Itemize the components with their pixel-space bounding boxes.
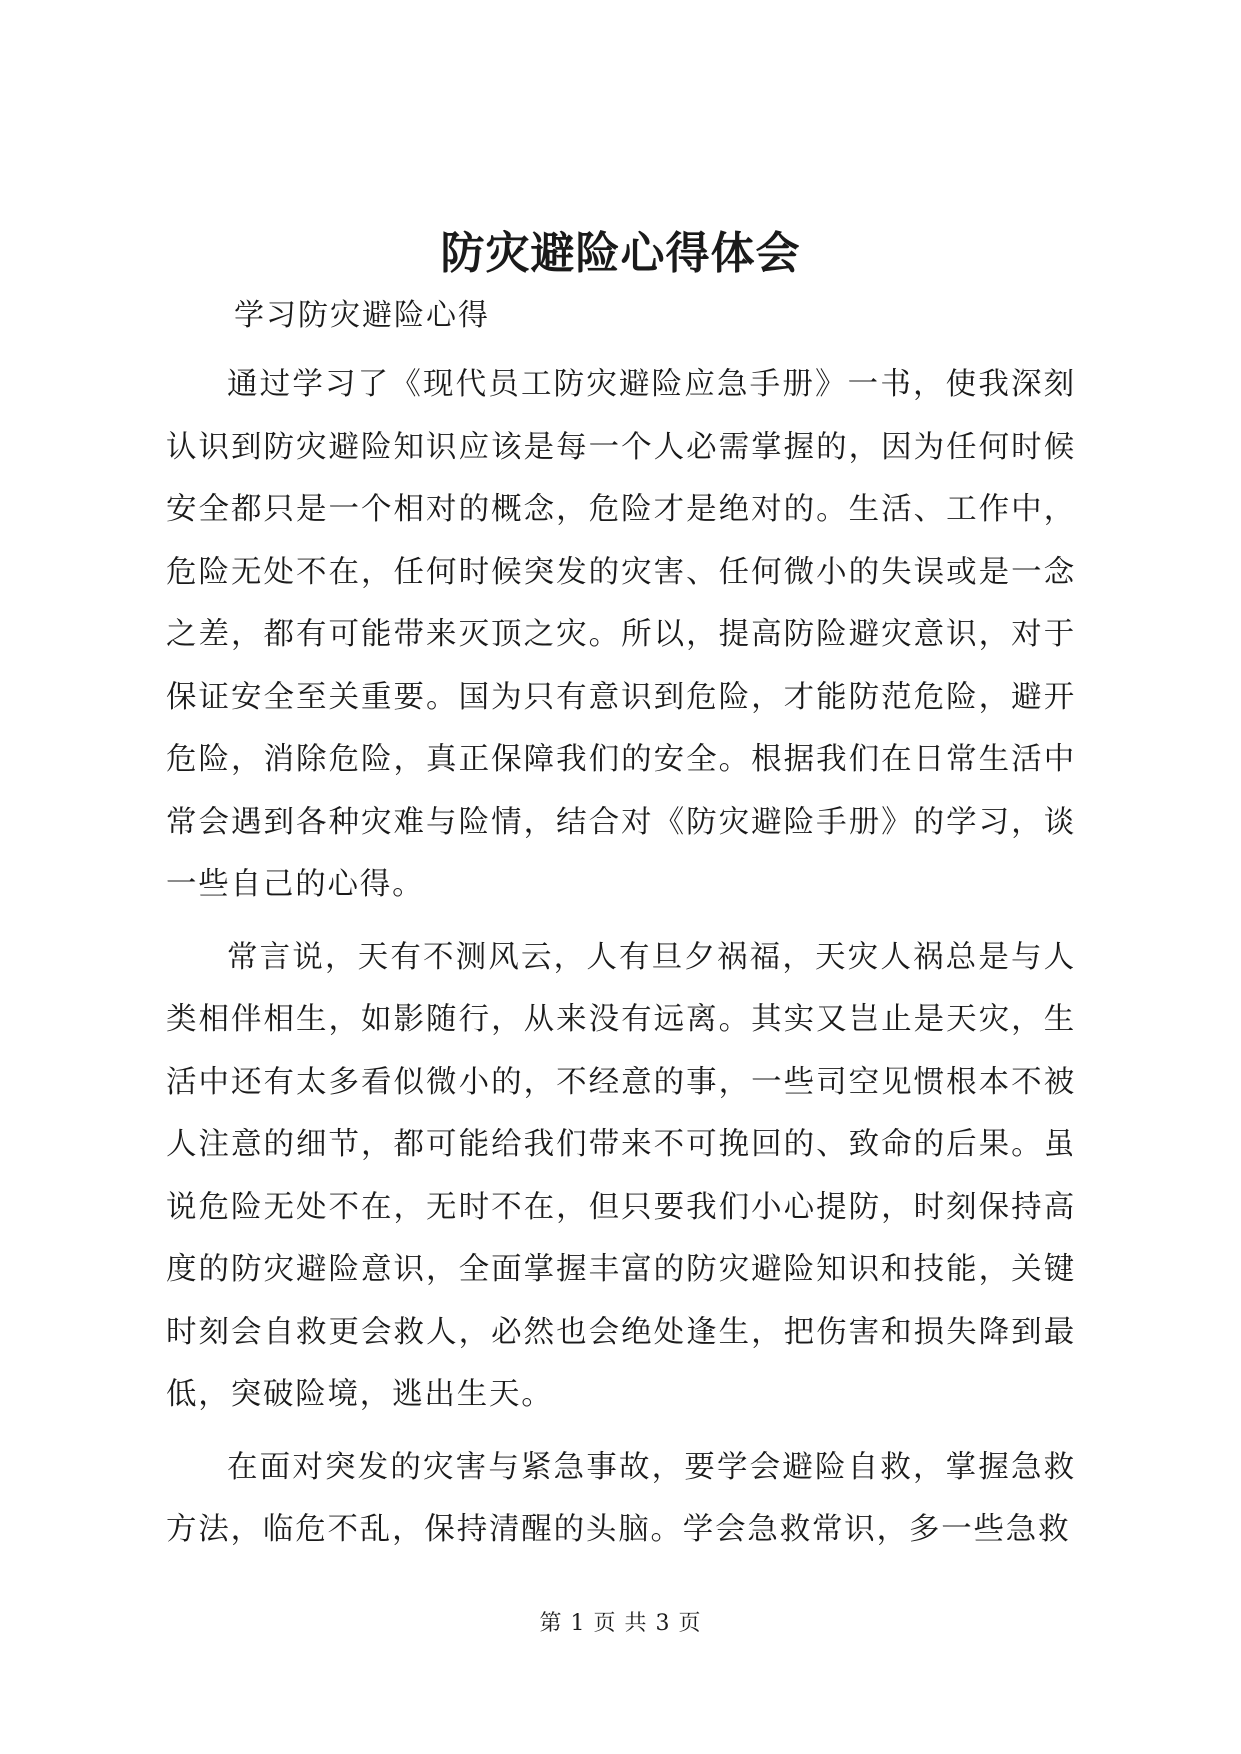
document-body [166, 354, 1076, 1572]
page-footer: 第 1 页 共 3 页 [539, 1611, 702, 1636]
paragraph-3: 在面对突发的灾害与紧急事故，要学会避险自救，掌握急救方法，临危不乱，保持清醒的头脑。学会急救常识，多一些急救 [166, 1449, 1076, 1547]
paragraph-1: 通过学习了《现代员工防灾避险应急手册》一书，使我深刻认识到防灾避险知识应该是每一个人必需掌握的，因为任何时候安全都只是一个相对的概念，危险才是绝对的。生活、工作中，危险无处不在，任何时候突发的灾害、任何微小的失误或是一念之差，都有可能带来灭顶之灾。所以，提高防险避灾意识，对于保证安全至关重要。国为只有意识到危险，才能防范危险，避开危险，消除危险，真正保障我们的安全。根据我们在日常生活中常会遇到各种灾难与险情，结合对《防灾避险手册》的学习，谈一些自己的心得。 [166, 367, 1076, 902]
document-subtitle: 学习防灾避险心得 [234, 298, 490, 333]
document-title: 防灾避险心得体会 [440, 228, 801, 279]
paragraph-2: 常言说，天有不测风云，人有旦夕祸福，天灾人祸总是与人类相伴相生，如影随行，从来没有远离。其实又岂止是天灾，生活中还有太多看似微小的，不经意的事，一些司空见惯根本不被人注意的细节，都可能给我们带来不可挽回的、致命的后果。虽说危险无处不在，无时不在，但只要我们小心提防，时刻保持高度的防灾避险意识，全面掌握丰富的防灾避险知识和技能，关键时刻会自救更会救人，必然也会绝处逢生，把伤害和损失降到最低，突破险境，逃出生天。 [166, 939, 1076, 1412]
